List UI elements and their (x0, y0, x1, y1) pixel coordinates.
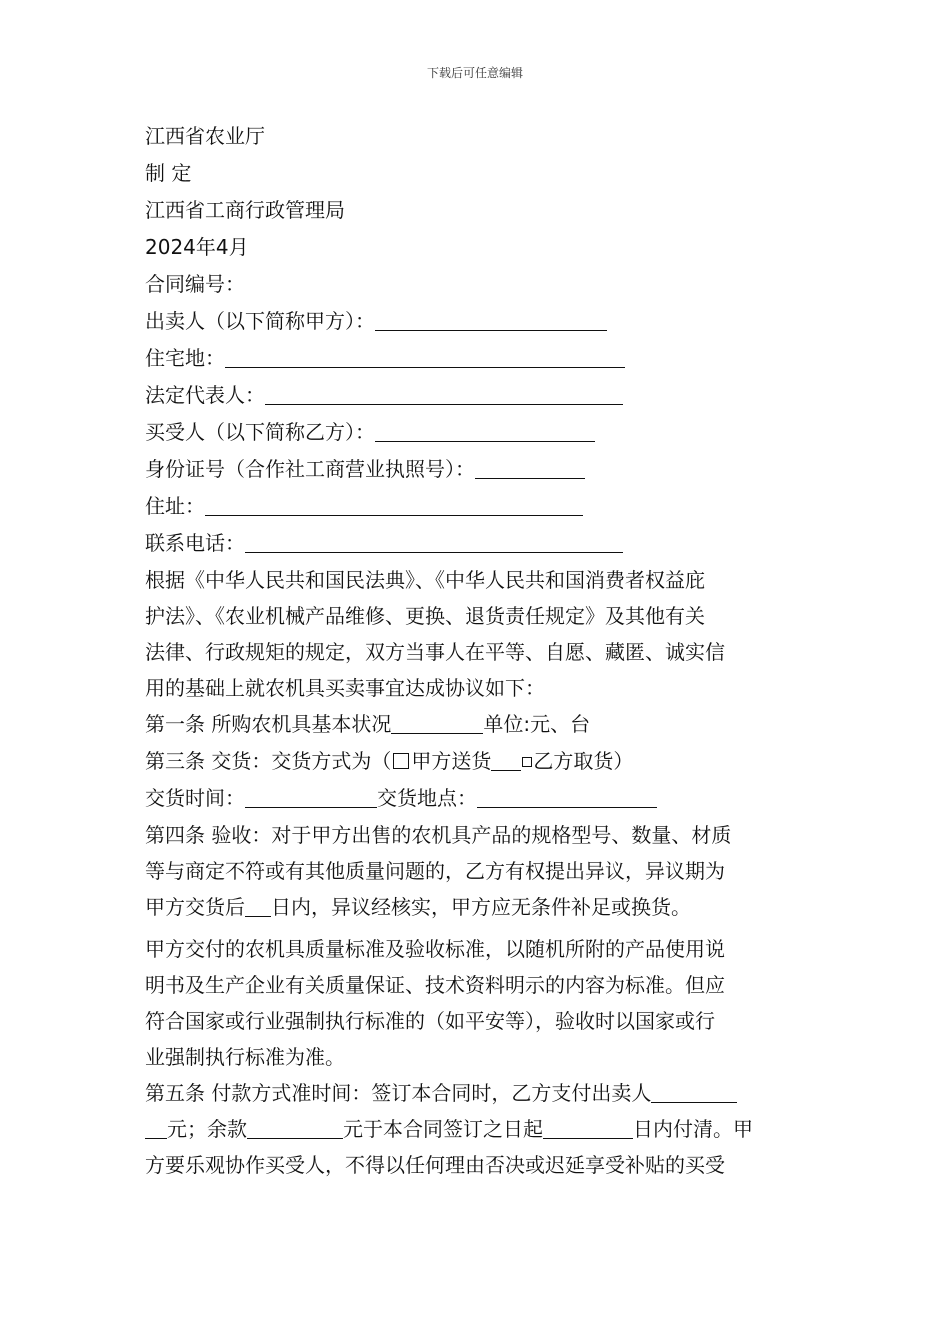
article-4-text: 日内，异议经核实，甲方应无条件补足或换货。 (271, 895, 691, 919)
address-field (145, 488, 815, 525)
buyer-field (145, 414, 815, 451)
paragraph-line: 等与商定不符或有其他质量问题的，乙方有权提出异议，异议期为 (145, 859, 725, 883)
paragraph-line: 用的基础上就农机具买卖事宜达成协议如下： (145, 676, 545, 700)
org-commerce: 江西省工商行政管理局 (145, 198, 345, 222)
article-3-blank[interactable] (491, 746, 521, 771)
paragraph-line: 根据《中华人民共和国民法典》、《中华人民共和国消费者权益庇 (145, 568, 705, 592)
article-5-text: 元；余款 (167, 1117, 247, 1141)
phone-field (145, 525, 815, 562)
contract-number-label: 合同编号： (145, 272, 245, 296)
buyer-label: 买受人（以下简称乙方）： (145, 420, 375, 444)
article-5 (145, 1075, 815, 1183)
paragraph-line: 甲方交付的农机具质量标准及验收标准，以随机所附的产品使用说 (145, 937, 725, 961)
seller-delivery-checkbox[interactable] (393, 753, 409, 769)
article-4 (145, 817, 815, 925)
delivery-place-label: 交货地点： (377, 786, 477, 810)
balance-blank[interactable] (247, 1114, 343, 1139)
article-1 (145, 706, 815, 743)
legal-rep-blank[interactable] (265, 380, 623, 405)
seller-field (145, 303, 815, 340)
paragraph-line (145, 1111, 815, 1147)
article-1-blank[interactable] (391, 709, 483, 734)
id-number-label: 身份证号（合作社工商营业执照号）： (145, 457, 475, 481)
legal-rep-field (145, 377, 815, 414)
payment-days-blank[interactable] (543, 1114, 633, 1139)
buyer-blank[interactable] (375, 417, 595, 442)
paragraph-line: 第四条 验收：对于甲方出售的农机具产品的规格型号、数量、材质 (145, 823, 732, 847)
article-5-text: 第五条 付款方式准时间：签订本合同时，乙方支付出卖人 (145, 1081, 652, 1105)
address-label: 住址： (145, 494, 205, 518)
article-1-text: 第一条 所购农机具基本状况 (145, 712, 392, 736)
paragraph-line: 方要乐观协作买受人，不得以任何理由否决或迟延享受补贴的买受 (145, 1153, 725, 1177)
made-label: 制 定 (145, 161, 192, 185)
objection-days-blank[interactable] (245, 892, 271, 917)
seller-label: 出卖人（以下简称甲方）： (145, 309, 375, 333)
down-payment-blank[interactable] (651, 1078, 737, 1103)
article-3 (145, 743, 815, 780)
article-4-text: 甲方交货后 (145, 895, 245, 919)
article-5-text: 元于本合同签订之日起 (343, 1117, 543, 1141)
article-5-text: 日内付清。甲 (633, 1117, 753, 1141)
issue-date: 2024年4月 (145, 235, 249, 259)
delivery-details (145, 780, 815, 817)
quality-standard-paragraph (145, 931, 815, 1075)
paragraph-line: 明书及生产企业有关质量保证、技术资料明示的内容为标准。但应 (145, 973, 725, 997)
phone-label: 联系电话： (145, 531, 245, 555)
phone-blank[interactable] (245, 528, 623, 553)
delivery-time-label: 交货时间： (145, 786, 245, 810)
paragraph-line: 符合国家或行业强制执行标准的（如平安等），验收时以国家或行 (145, 1009, 715, 1033)
down-payment-blank-cont[interactable] (145, 1114, 167, 1139)
org-agriculture: 江西省农业厅 (145, 124, 265, 148)
paragraph-line: 护法》、《农业机械产品维修、更换、退货责任规定》及其他有关 (145, 604, 705, 628)
paragraph-line (145, 1075, 815, 1111)
address-blank[interactable] (205, 491, 583, 516)
contract-body (145, 118, 815, 1183)
residence-label: 住宅地： (145, 346, 225, 370)
paragraph-line (145, 889, 815, 925)
preamble-paragraph (145, 562, 815, 706)
article-1-unit: 单位:元、台 (483, 712, 591, 736)
contract-number-field (145, 266, 815, 303)
buyer-pickup-label: 乙方取货） (533, 749, 634, 773)
paragraph-line: 业强制执行标准为准。 (145, 1045, 345, 1069)
legal-rep-label: 法定代表人： (145, 383, 265, 407)
buyer-pickup-checkbox[interactable] (522, 757, 532, 767)
residence-field (145, 340, 815, 377)
id-number-blank[interactable] (475, 454, 585, 479)
residence-blank[interactable] (225, 343, 625, 368)
article-3-text: 第三条 交货：交货方式为（ (145, 749, 392, 773)
paragraph-line: 法律、行政规矩的规定，双方当事人在平等、自愿、藏匿、诚实信 (145, 640, 725, 664)
page-header: 下载后可任意编辑 (426, 66, 523, 80)
delivery-place-blank[interactable] (477, 783, 657, 808)
seller-delivery-label: 甲方送货 (411, 749, 492, 773)
seller-blank[interactable] (375, 306, 607, 331)
delivery-time-blank[interactable] (245, 783, 377, 808)
id-number-field (145, 451, 815, 488)
